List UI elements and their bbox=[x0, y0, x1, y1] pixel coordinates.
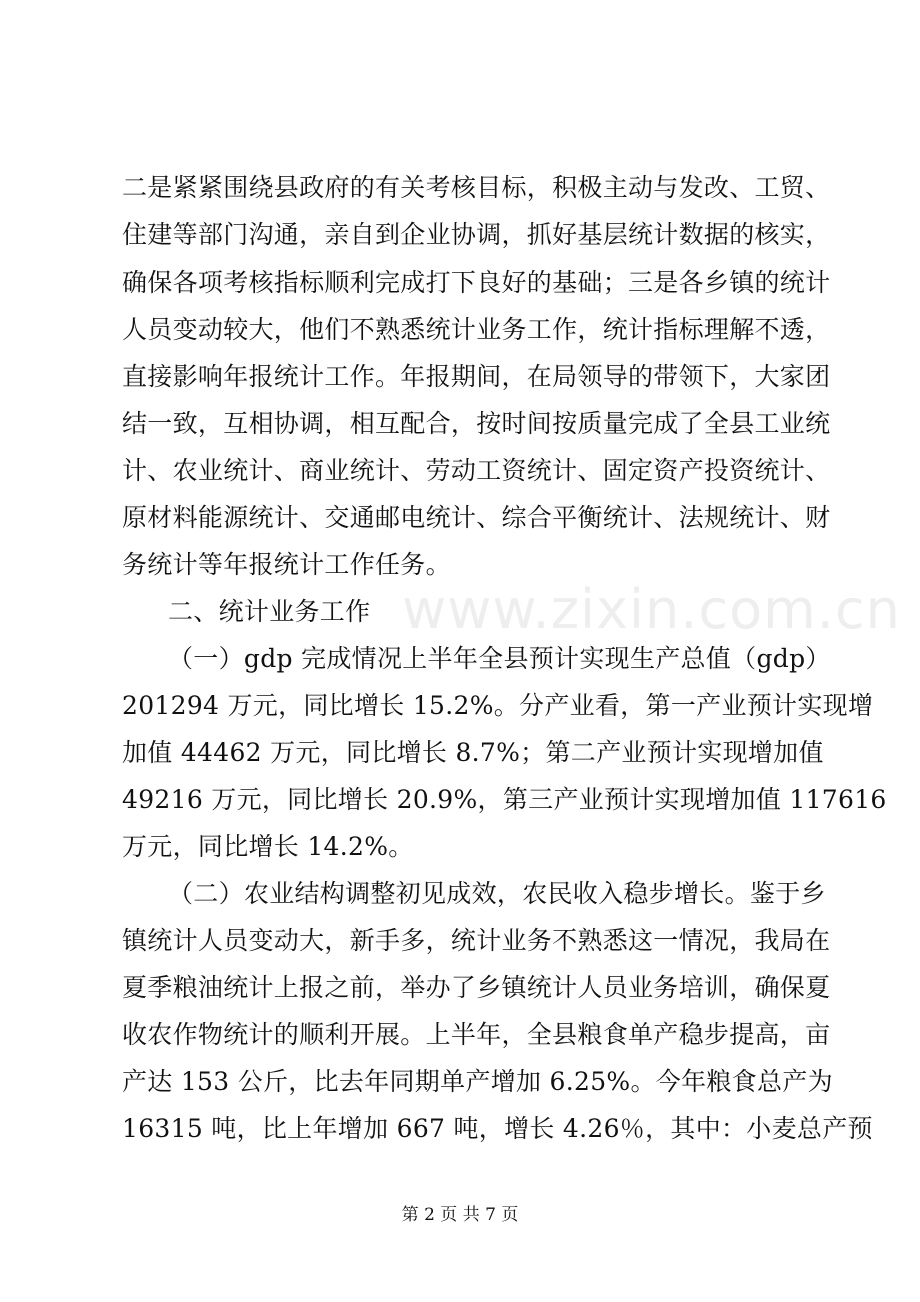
paragraph-line: 二是紧紧围绕县政府的有关考核目标，积极主动与发改、工贸、 bbox=[122, 173, 831, 202]
paragraph-line: 结一致，互相协调，相互配合，按时间按质量完成了全县工业统 bbox=[122, 409, 831, 438]
paragraph-line: 计、农业统计、商业统计、劳动工资统计、固定资产投资统计、 bbox=[122, 456, 831, 485]
paragraph-line: 产达 153 公斤，比去年同期单产增加 6.25%。今年粮食总产为 bbox=[122, 1067, 833, 1096]
paragraph-line: 收农作物统计的顺利开展。上半年，全县粮食单产稳步提高，亩 bbox=[122, 1020, 831, 1049]
paragraph-line: 万元，同比增长 14.2%。 bbox=[122, 832, 414, 861]
paragraph-line: 加值 44462 万元，同比增长 8.7%；第二产业预计实现增加值 bbox=[122, 738, 824, 767]
paragraph-line: 住建等部门沟通，亲自到企业协调，抓好基层统计数据的核实， bbox=[122, 220, 831, 249]
paragraph-line: 16315 吨，比上年增加 667 吨，增长 4.26％，其中：小麦总产预 bbox=[122, 1114, 873, 1143]
paragraph-line: 镇统计人员变动大，新手多，统计业务不熟悉这一情况，我局在 bbox=[122, 926, 831, 955]
paragraph-line: 人员变动较大，他们不熟悉统计业务工作，统计指标理解不透， bbox=[122, 315, 831, 344]
paragraph-line: （一）gdp 完成情况上半年全县预计实现生产总值（gdp） bbox=[168, 644, 831, 673]
page-number-footer: 第 2 页 共 7 页 bbox=[401, 1205, 519, 1225]
paragraph-line: 201294 万元，同比增长 15.2%。分产业看，第一产业预计实现增 bbox=[122, 691, 874, 720]
paragraph-line: 49216 万元，同比增长 20.9%，第三产业预计实现增加值 117616 bbox=[122, 785, 887, 814]
paragraph-line: （二）农业结构调整初见成效，农民收入稳步增长。鉴于乡 bbox=[168, 879, 826, 908]
watermark: www.zixin.com.cn bbox=[402, 578, 901, 641]
paragraph-line: 务统计等年报统计工作任务。 bbox=[122, 550, 451, 579]
paragraph-line: 原材料能源统计、交通邮电统计、综合平衡统计、法规统计、财 bbox=[122, 503, 831, 532]
section-heading: 二、统计业务工作 bbox=[168, 597, 371, 626]
paragraph-line: 夏季粮油统计上报之前，举办了乡镇统计人员业务培训，确保夏 bbox=[122, 973, 831, 1002]
paragraph-line: 确保各项考核指标顺利完成打下良好的基础；三是各乡镇的统计 bbox=[122, 268, 831, 297]
paragraph-line: 直接影响年报统计工作。年报期间，在局领导的带领下，大家团 bbox=[122, 362, 831, 391]
